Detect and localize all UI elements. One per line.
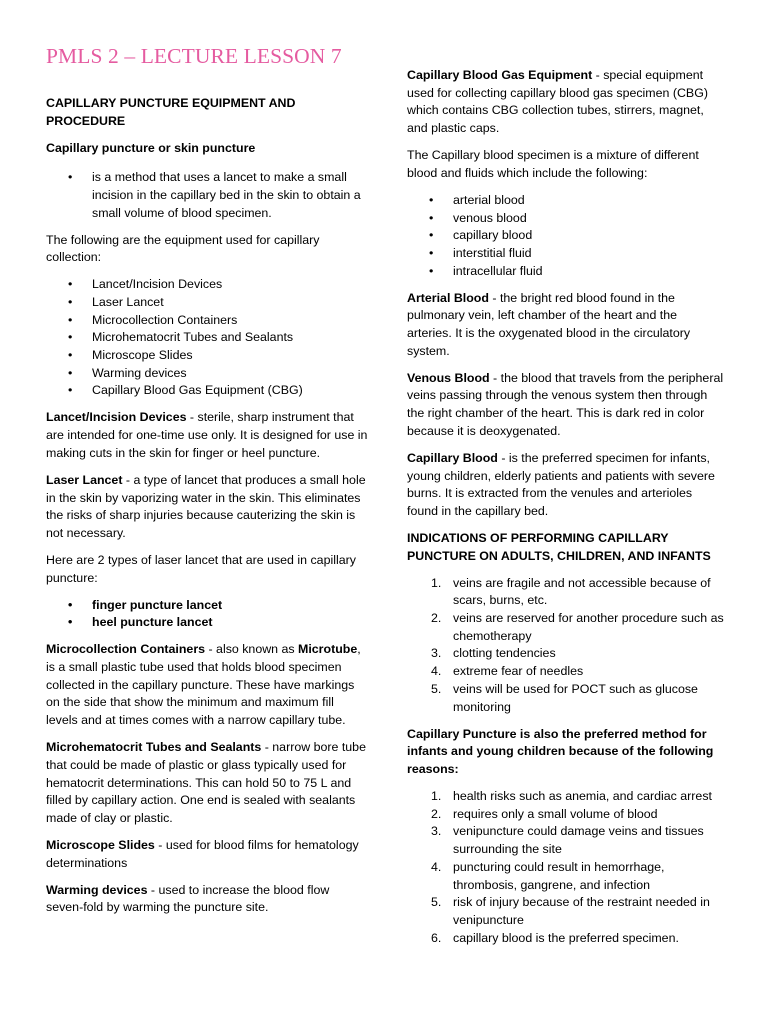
term: Venous Blood: [407, 370, 490, 385]
list-number: 5.: [431, 895, 442, 910]
definition: - a type of lancet that produces a small hole in the skin by vaporizing water in the skin. This eliminates the risks of sharp injuries because cauterizing the skin is not necessary.: [46, 472, 366, 540]
list-item: • is a method that uses a lancet to make a small incision in the capillary bed in the skin to obtain a small volume of blood specimen.: [46, 169, 368, 222]
list-item: • Lancet/Incision Devices: [46, 276, 368, 294]
list-number: 2.: [431, 806, 442, 821]
term: Warming devices: [46, 882, 148, 897]
laser-types-intro: Here are 2 types of laser lancet that are used in capillary puncture:: [46, 552, 356, 585]
page-title: PMLS 2 – LECTURE LESSON 7: [46, 44, 342, 68]
list-item: [407, 930, 725, 948]
list-item: [407, 645, 725, 663]
list-item: [407, 663, 725, 681]
indications-list: [407, 575, 725, 717]
equipment-intro: The following are the equipment used for capillary collection:: [46, 232, 320, 265]
lancet-paragraph: [46, 409, 368, 462]
list-item: [407, 575, 725, 610]
term: Arterial Blood: [407, 290, 489, 305]
list-item: [407, 859, 725, 894]
term: Capillary Blood: [407, 450, 498, 465]
term: Capillary Blood Gas Equipment: [407, 68, 593, 82]
definition: - the blood that travels from the peripheral veins passing through the venous system then through the right chamber of the heart. This is dark red in color because it is deoxygenated.: [407, 370, 724, 438]
list-item: • Microscope Slides: [46, 347, 368, 365]
list-item: • finger puncture lancet: [46, 597, 368, 615]
list-item: [407, 806, 725, 824]
list-text: health risks such as anemia, and cardiac arrest: [453, 788, 712, 803]
list-text: requires only a small volume of blood: [453, 806, 658, 821]
definition: - special equipment used for collecting capillary blood gas specimen (CBG) which contains CBG collection tubes, stirrers, magnet, and plastic caps.: [407, 68, 708, 136]
venous-paragraph: [407, 370, 725, 441]
list-number: 4.: [431, 859, 442, 874]
definition: - the bright red blood found in the pulmonary vein, left chamber of the heart and the arteries. It is the oxygenated blood in the circulatory system.: [407, 290, 691, 358]
list-number: 1.: [431, 575, 442, 590]
definition: - sterile, sharp instrument that are intended for one-time use only. It is designed for use in making cuts in the skin for finger or heel puncture.: [46, 410, 368, 460]
microhematocrit-paragraph: [46, 739, 368, 828]
list-item: [407, 894, 725, 929]
right-column: [407, 67, 725, 957]
list-item: [407, 788, 725, 806]
list-item: • Microhematocrit Tubes and Sealants: [46, 329, 368, 347]
laser-lancet-paragraph: [46, 472, 368, 543]
subheading: Capillary puncture or skin puncture: [46, 141, 256, 156]
list-item: • Warming devices: [46, 365, 368, 383]
list-item: [407, 681, 725, 716]
list-number: 1.: [431, 788, 442, 803]
list-number: 4.: [431, 664, 442, 679]
list-item: [407, 823, 725, 858]
list-item: • Laser Lancet: [46, 294, 368, 312]
list-text: veins will be used for POCT such as glucose monitoring: [453, 681, 698, 714]
list-item: • arterial blood: [407, 192, 725, 210]
list-number: 5.: [431, 681, 442, 696]
section-heading: CAPILLARY PUNCTURE EQUIPMENT AND PROCEDURE: [46, 96, 296, 128]
list-text: venipuncture could damage veins and tissues surrounding the site: [453, 824, 704, 857]
mixture-list: [407, 192, 725, 281]
list-number: 3.: [431, 824, 442, 839]
list-item: • Microcollection Containers: [46, 312, 368, 330]
definition: , is a small plastic tube used that holds blood specimen collected in the capillary puncture. These have markings on the side that show the minimum and maximum fill levels and at times comes with a narrow capillary tube.: [46, 642, 361, 728]
microcollection-paragraph: [46, 641, 368, 730]
term: Microtube: [298, 642, 358, 657]
list-text: puncturing could result in hemorrhage, thrombosis, gangrene, and infection: [453, 859, 665, 892]
mixture-intro: The Capillary blood specimen is a mixture of different blood and fluids which include the following:: [407, 148, 699, 180]
term: Lancet/Incision Devices: [46, 410, 187, 425]
definition: - also known as: [205, 642, 299, 657]
list-text: veins are reserved for another procedure such as chemotherapy: [453, 611, 724, 643]
list-text: capillary blood is the preferred specimen.: [453, 930, 679, 945]
cbg-paragraph: [407, 67, 725, 138]
slides-paragraph: [46, 837, 368, 872]
list-item: • Capillary Blood Gas Equipment (CBG): [46, 382, 368, 400]
list-item: • venous blood: [407, 210, 725, 228]
definition: - is the preferred specimen for infants, young children, elderly patients and patients with severe burns. It is extracted from the venules and arterioles found in the capillary bed.: [407, 450, 715, 518]
term: Microcollection Containers: [46, 642, 206, 657]
left-column: [46, 95, 368, 926]
list-number: 6.: [431, 930, 442, 945]
definition: - used to increase the blood flow seven-fold by warming the puncture site.: [46, 882, 330, 915]
list-text: veins are fragile and not accessible because of scars, burns, etc.: [453, 575, 711, 608]
list-text: risk of injury because of the restraint needed in venipuncture: [453, 895, 710, 927]
definition: - used for blood films for hematology determinations: [46, 837, 359, 870]
capillary-paragraph: [407, 450, 725, 521]
indications-heading: INDICATIONS OF PERFORMING CAPILLARY PUNCTURE ON ADULTS, CHILDREN, AND INFANTS: [407, 530, 711, 563]
definition-list: [46, 169, 368, 222]
definition: - narrow bore tube that could be made of plastic or glass typically used for hematocrit determinations. This can hold 50 to 75 L and filled by capillary action. One end is sealed with sealants made of clay or plastic.: [46, 740, 366, 825]
preferred-heading: Capillary Puncture is also the preferred method for infants and young children because of the following reasons:: [407, 726, 714, 776]
list-item: • intracellular fluid: [407, 263, 725, 281]
term: Microscope Slides: [46, 837, 155, 852]
term: Laser Lancet: [46, 472, 123, 487]
term: Microhematocrit Tubes and Sealants: [46, 740, 262, 755]
arterial-paragraph: [407, 290, 725, 361]
equipment-list: [46, 276, 368, 400]
laser-types-list: [46, 597, 368, 632]
list-item: • heel puncture lancet: [46, 614, 368, 632]
list-text: clotting tendencies: [453, 646, 556, 661]
list-number: 3.: [431, 646, 442, 661]
reasons-list: [407, 788, 725, 947]
list-item: [407, 610, 725, 645]
list-number: 2.: [431, 611, 442, 626]
warming-paragraph: [46, 882, 368, 917]
list-text: extreme fear of needles: [453, 664, 584, 679]
list-item: • interstitial fluid: [407, 245, 725, 263]
list-item: • capillary blood: [407, 227, 725, 245]
